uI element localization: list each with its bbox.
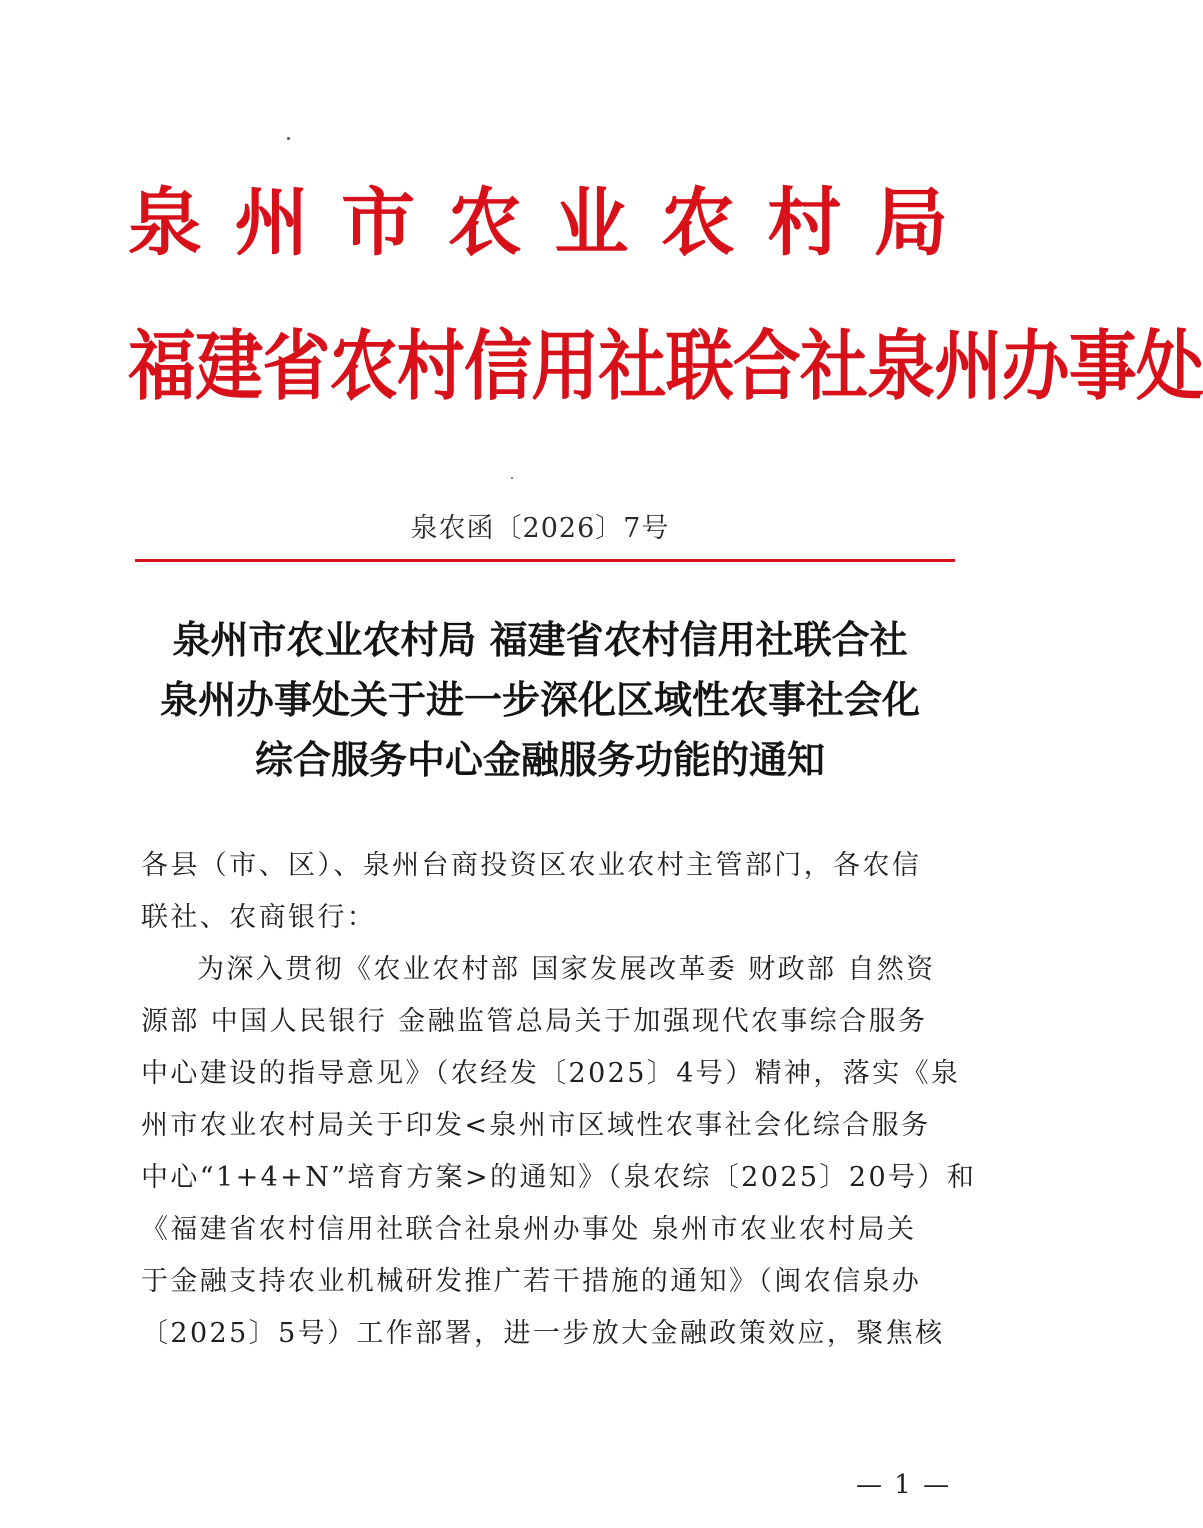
- issuer-char: 农: [447, 180, 522, 266]
- body-line: 州市农业农村局关于印发<泉州市区域性农事社会化综合服务: [141, 1110, 931, 1141]
- body-line: 中心“1+4+N”培育方案>的通知》（泉农综〔2025〕20号）和: [141, 1162, 977, 1193]
- issuer-char: 村: [767, 180, 842, 266]
- document-number: 泉农函〔2026〕7号: [410, 513, 670, 544]
- document-body: [141, 840, 977, 1360]
- body-line-addressee: 联社、农商银行：: [141, 902, 377, 933]
- issuer-char: 农: [660, 180, 735, 266]
- body-line: 〔2025〕5号）工作部署，进一步放大金融政策效应，聚焦核: [141, 1318, 945, 1349]
- issuer-char: 州: [234, 180, 309, 266]
- body-line-addressee: 各县（市、区）、泉州台商投资区农业农村主管部门，各农信: [141, 850, 922, 881]
- issuer-line-2: 福建省农村信用社联合社泉州办事处: [128, 323, 1203, 412]
- body-line: 中心建设的指导意见》（农经发〔2025〕4号）精神，落实《泉: [141, 1058, 961, 1089]
- issuer-char: 业: [554, 180, 629, 266]
- issuer-line-1: [128, 180, 948, 266]
- red-divider: [135, 559, 955, 562]
- document-title: [110, 610, 970, 790]
- issuer-char: 泉: [128, 180, 202, 266]
- issuer-char: 市: [341, 180, 416, 266]
- title-line: 泉州办事处关于进一步深化区域性农事社会化: [159, 678, 920, 722]
- body-line: 源部 中国人民银行 金融监管总局关于加强现代农事综合服务: [141, 1006, 928, 1037]
- body-line: 《福建省农村信用社联合社泉州办事处 泉州市农业农村局关: [141, 1214, 917, 1245]
- body-line: 为深入贯彻《农业农村部 国家发展改革委 财政部 自然资: [197, 954, 936, 985]
- issuer-char: 局: [873, 180, 948, 266]
- title-line: 综合服务中心金融服务功能的通知: [254, 738, 825, 782]
- title-line: 泉州市农业农村局 福建省农村信用社联合社: [172, 618, 908, 662]
- scan-speck: [511, 477, 513, 479]
- scan-speck: [287, 137, 290, 140]
- page-number: — 1 —: [856, 1470, 952, 1500]
- body-line: 于金融支持农业机械研发推广若干措施的通知》（闽农信泉办: [141, 1266, 922, 1297]
